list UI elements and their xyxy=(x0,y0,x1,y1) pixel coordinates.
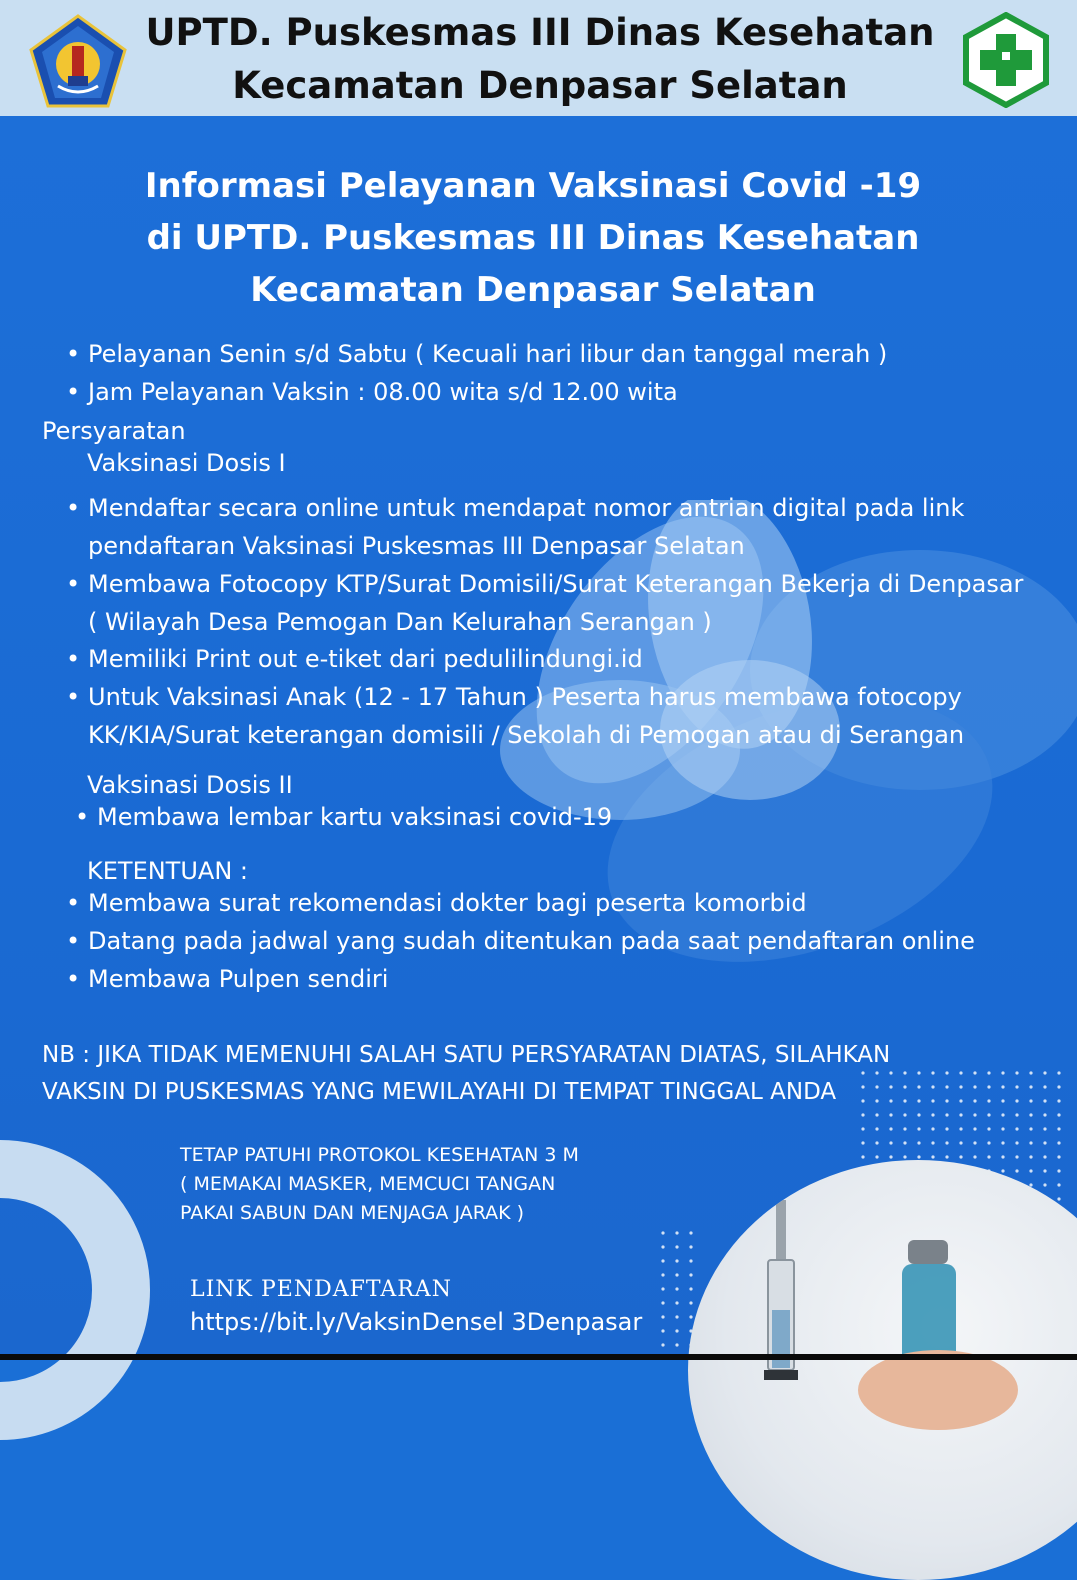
bottom-edge xyxy=(0,1354,1077,1360)
dosis1-item-1-line1: • Mendaftar secara online untuk mendapat nomor antrian digital pada link xyxy=(88,494,965,522)
dosis1-item-3 xyxy=(88,640,643,678)
bali-province-emblem-icon xyxy=(28,14,128,110)
service-hours-item: • Jam Pelayanan Vaksin : 08.00 wita s/d 12.00 wita xyxy=(88,373,678,411)
ketentuan-item-3: • Membawa Pulpen sendiri xyxy=(88,960,388,998)
dosis1-item-1-line2: pendaftaran Vaksinasi Puskesmas III Denpasar Selatan xyxy=(88,532,745,560)
dosis1-item-2-line1: • Membawa Fotocopy KTP/Surat Domisili/Surat Keterangan Bekerja di Denpasar xyxy=(88,570,1024,598)
service-day-item: • Pelayanan Senin s/d Sabtu ( Kecuali hari libur dan tanggal merah ) xyxy=(88,335,887,373)
registration-link[interactable]: https://bit.ly/VaksinDensel 3Denpasar xyxy=(190,1308,643,1336)
dosis1-item-3-line1: • Memiliki Print out e-tiket dari pedulilindungi.id xyxy=(88,645,643,673)
dosis1-item-2 xyxy=(88,565,1023,641)
ketentuan-item-1: • Membawa surat rekomendasi dokter bagi peserta komorbid xyxy=(88,884,807,922)
dosis1-item-1 xyxy=(88,489,964,565)
persyaratan-label: Persyaratan xyxy=(42,417,186,445)
ketentuan-heading: KETENTUAN : xyxy=(87,857,248,885)
main-title-line2: di UPTD. Puskesmas III Dinas Kesehatan xyxy=(146,218,920,258)
puskesmas-green-cross-icon xyxy=(960,12,1052,108)
nb-line1: NB : JIKA TIDAK MEMENUHI SALAH SATU PERSYARATAN DIATAS, SILAHKAN xyxy=(42,1042,891,1068)
main-title-line1: Informasi Pelayanan Vaksinasi Covid -19 xyxy=(144,166,922,206)
dosis2-heading: Vaksinasi Dosis II xyxy=(87,771,293,799)
header-title-line1: UPTD. Puskesmas III Dinas Kesehatan xyxy=(145,11,935,54)
nb-line2: VAKSIN DI PUSKESMAS YANG MEWILAYAHI DI TEMPAT TINGGAL ANDA xyxy=(42,1079,837,1105)
header-banner xyxy=(0,0,1077,116)
protokol-line1: TETAP PATUHI PROTOKOL KESEHATAN 3 M xyxy=(180,1144,579,1166)
protokol-notice xyxy=(180,1141,579,1228)
protokol-line2: ( MEMAKAI MASKER, MEMCUCI TANGAN xyxy=(180,1173,556,1195)
nb-notice xyxy=(42,1037,890,1111)
dosis1-item-4-line1: • Untuk Vaksinasi Anak (12 - 17 Tahun ) Peserta harus membawa fotocopy xyxy=(88,683,962,711)
dosis2-item-1: • Membawa lembar kartu vaksinasi covid-19 xyxy=(97,798,612,836)
header-title xyxy=(140,6,940,112)
dosis1-heading: Vaksinasi Dosis I xyxy=(87,449,286,477)
dosis1-item-2-line2: ( Wilayah Desa Pemogan Dan Kelurahan Serangan ) xyxy=(88,608,712,636)
ketentuan-item-2: • Datang pada jadwal yang sudah ditentukan pada saat pendaftaran online xyxy=(88,922,975,960)
link-title: LINK PENDAFTARAN xyxy=(190,1277,452,1302)
dosis1-item-4 xyxy=(88,678,964,754)
dosis1-item-4-line2: KK/KIA/Surat keterangan domisili / Sekolah di Pemogan atau di Serangan xyxy=(88,721,965,749)
main-title-line3: Kecamatan Denpasar Selatan xyxy=(250,270,816,310)
main-title xyxy=(100,160,966,316)
protokol-line3: PAKAI SABUN DAN MENJAGA JARAK ) xyxy=(180,1202,525,1224)
header-title-line2: Kecamatan Denpasar Selatan xyxy=(232,64,848,107)
